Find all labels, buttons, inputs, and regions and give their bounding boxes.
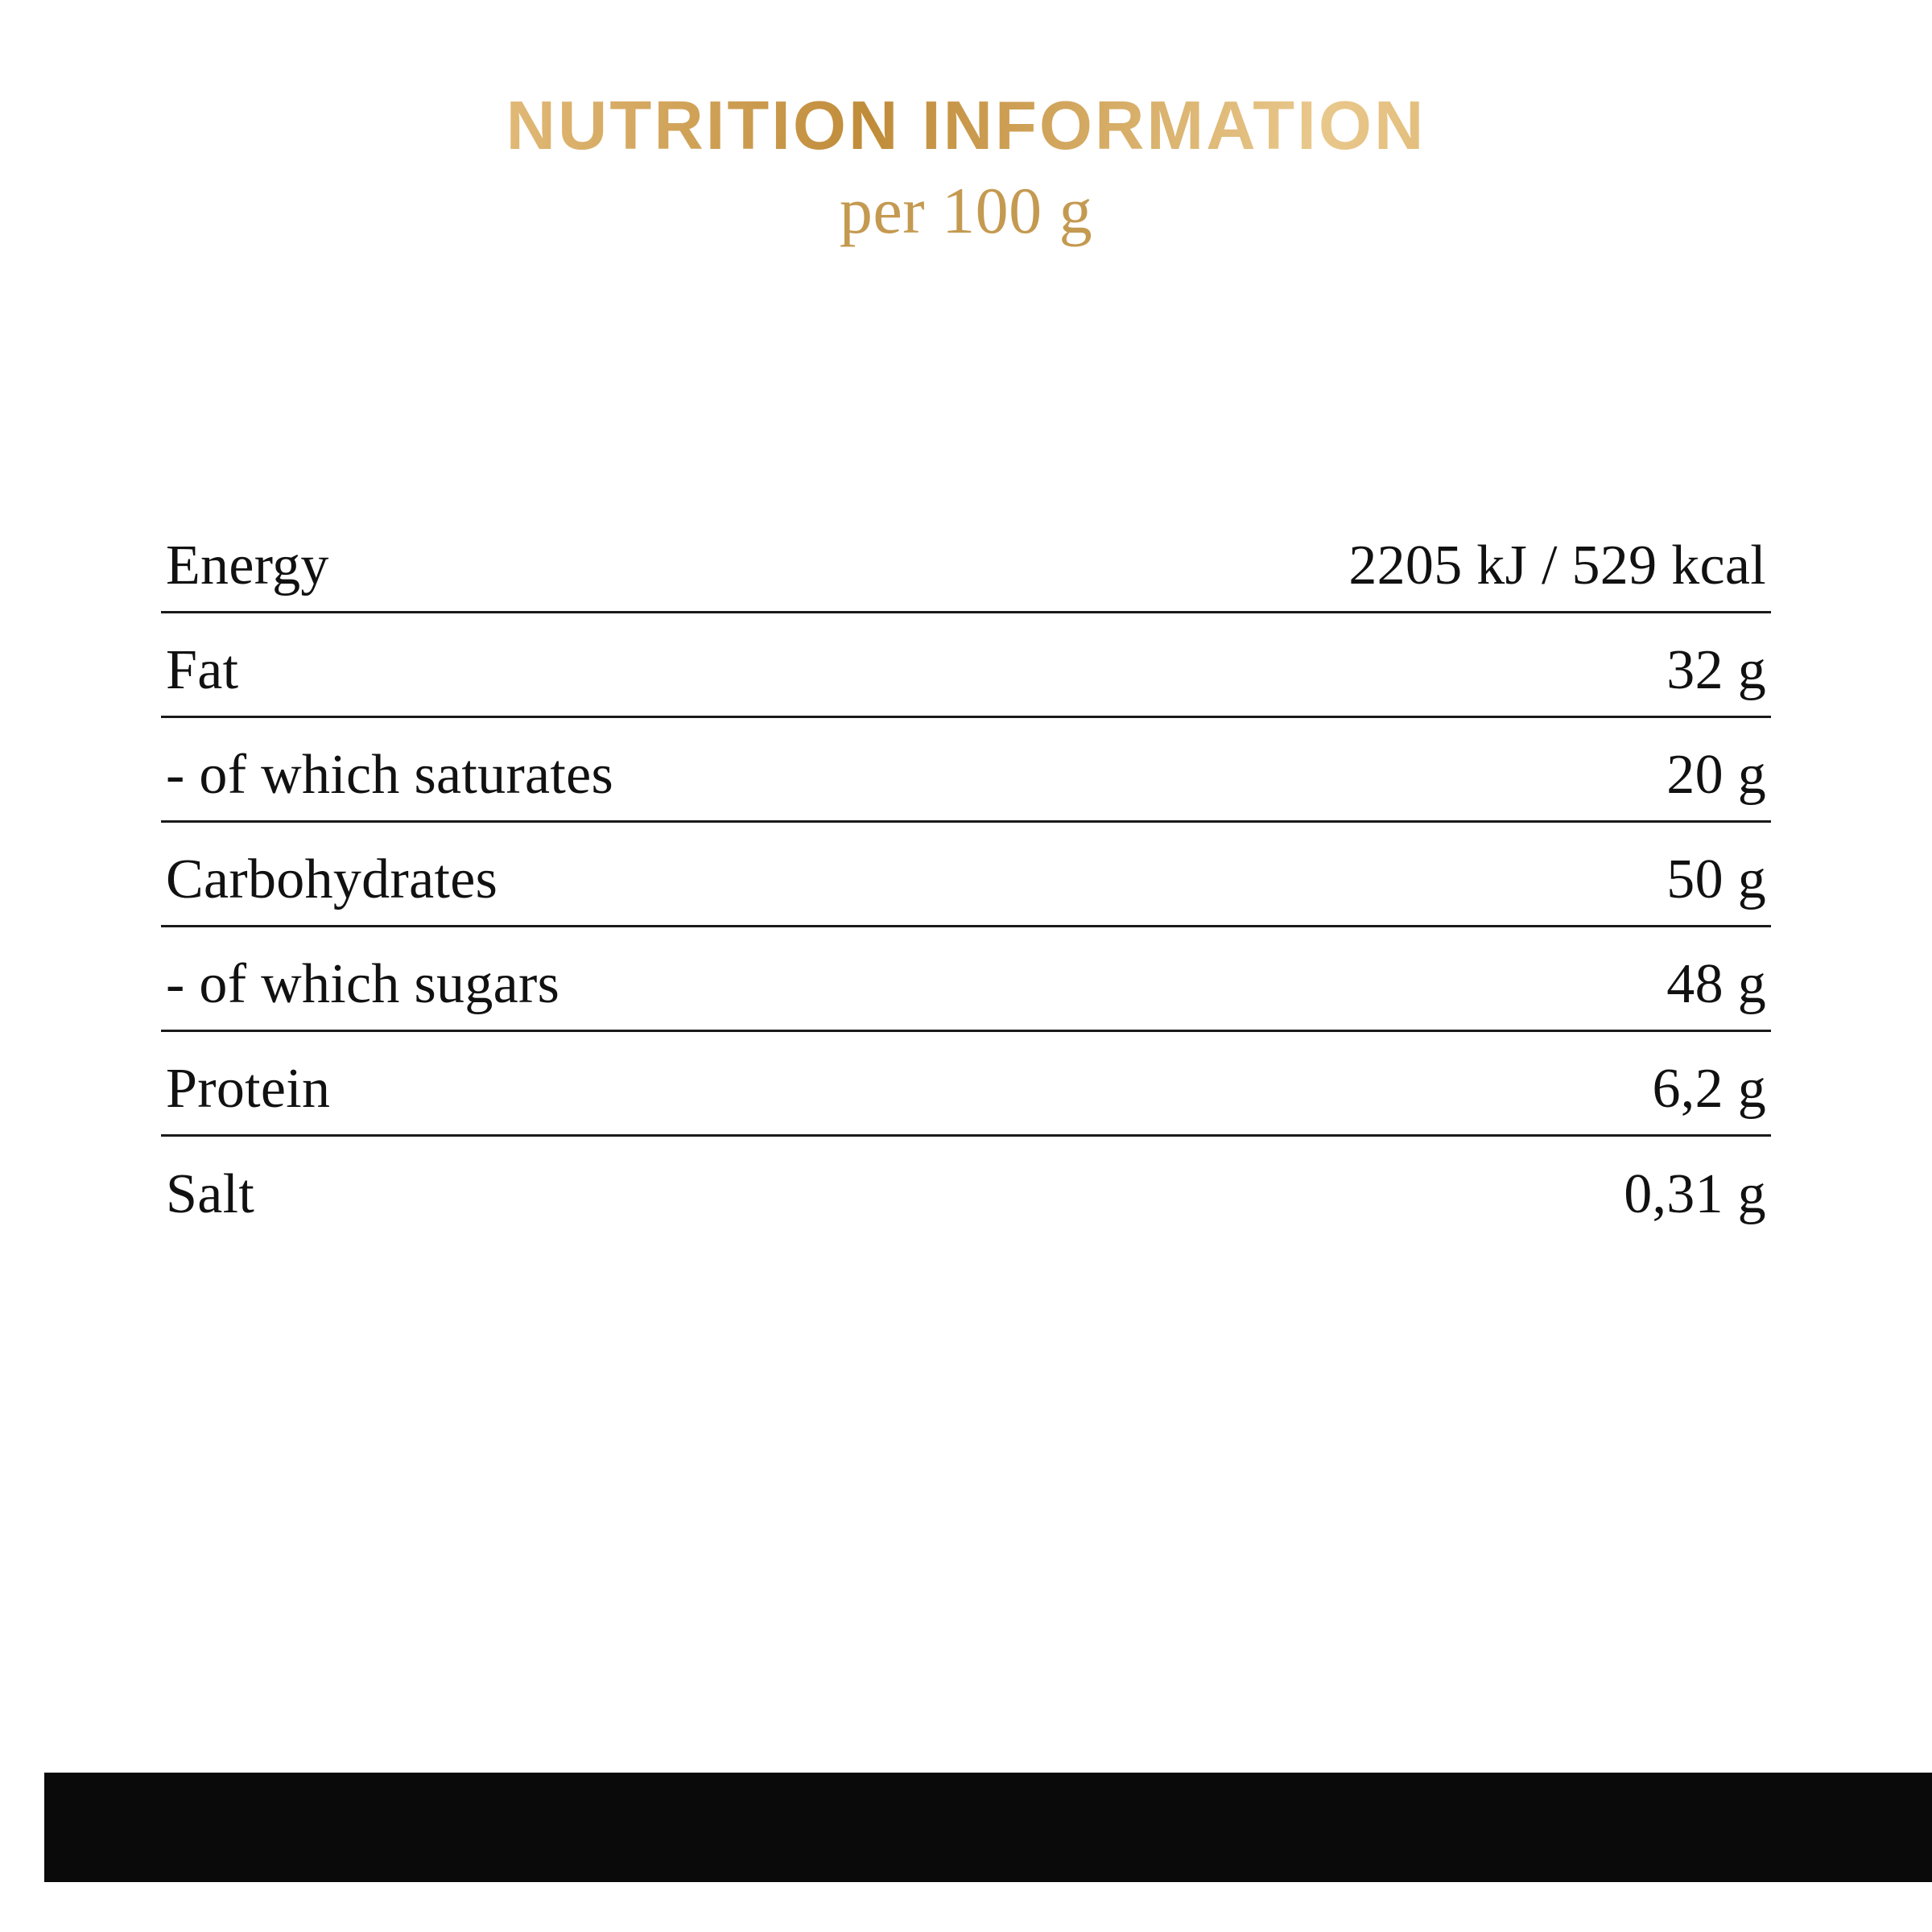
row-label: Salt <box>166 1163 255 1225</box>
table-row <box>161 821 1771 926</box>
table-row <box>161 1135 1771 1240</box>
row-value: 50 g <box>993 821 1771 926</box>
row-label: - of which sugars <box>161 926 993 1030</box>
nutrition-table <box>161 507 1771 1240</box>
row-label: - of which saturates <box>161 716 993 821</box>
row-label: Protein <box>161 1030 993 1135</box>
row-label: Carbohydrates <box>161 821 993 926</box>
table-row <box>161 507 1771 612</box>
table-row <box>161 612 1771 716</box>
gold-rule-thick <box>44 1742 1932 1763</box>
black-footer-bar <box>44 1773 1932 1882</box>
row-label: Energy <box>161 507 993 612</box>
page-title: NUTRITION INFORMATION <box>0 90 1932 162</box>
table-row <box>161 716 1771 821</box>
row-value: 6,2 g <box>993 1030 1771 1135</box>
table-row <box>161 926 1771 1030</box>
row-value: 32 g <box>993 612 1771 716</box>
row-value: 20 g <box>993 716 1771 821</box>
row-value: 2205 kJ / 529 kcal <box>993 507 1771 612</box>
row-label: Fat <box>161 612 993 716</box>
gold-rule-thin <box>44 1723 1932 1730</box>
header <box>0 90 1932 247</box>
table-row <box>161 1030 1771 1135</box>
page-subtitle: per 100 g <box>839 174 1093 248</box>
bottom-decoration <box>0 1723 1932 1932</box>
row-value: 0,31 g <box>1624 1163 1766 1225</box>
row-value: 48 g <box>993 926 1771 1030</box>
